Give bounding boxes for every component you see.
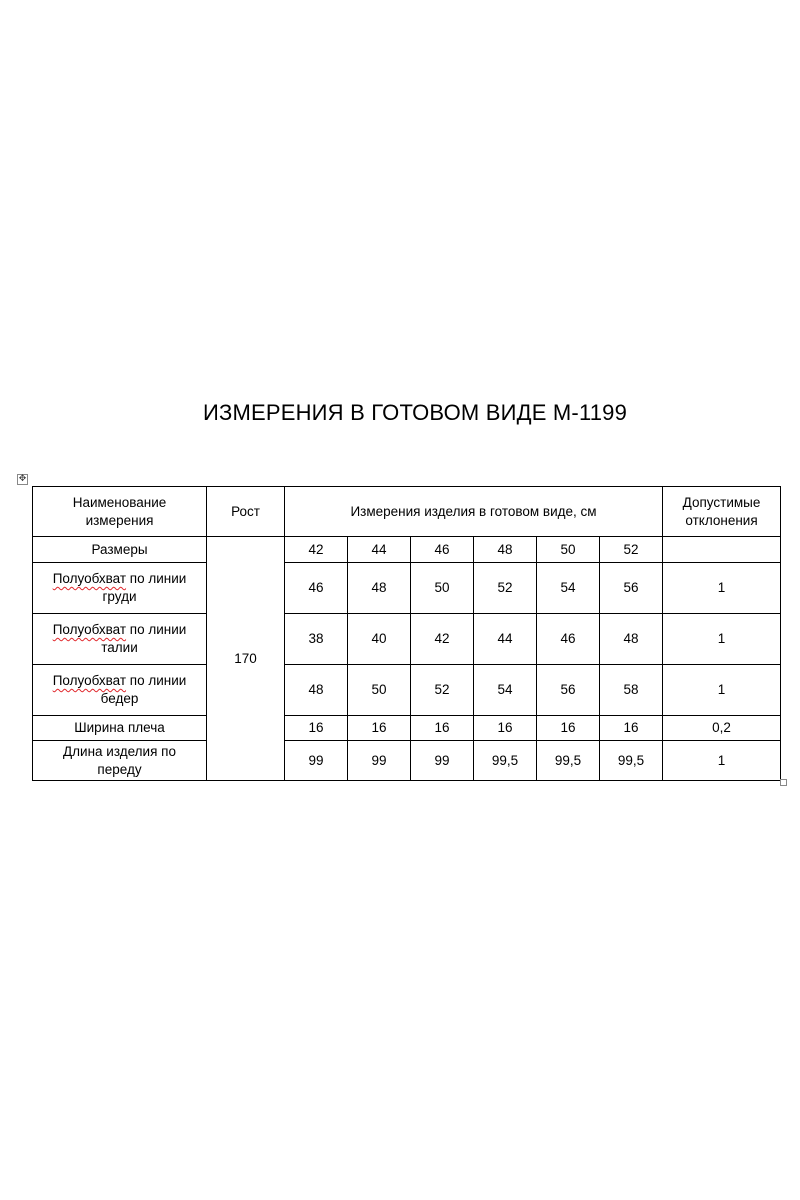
row-name: Ширина плеча [33, 716, 207, 741]
header-tolerance: Допустимые отклонения [663, 487, 781, 537]
value-cell: 42 [411, 614, 474, 665]
header-name: Наименование измерения [33, 487, 207, 537]
value-cell: 48 [285, 665, 348, 716]
table-row [33, 716, 781, 741]
value-cell: 16 [285, 716, 348, 741]
value-cell: 38 [285, 614, 348, 665]
value-cell: 52 [411, 665, 474, 716]
value-cell: 56 [537, 665, 600, 716]
tolerance-cell: 1 [663, 665, 781, 716]
row-name: Полуобхват по линии бедер [33, 665, 207, 716]
table-row [33, 614, 781, 665]
tolerance-cell: 1 [663, 614, 781, 665]
value-cell: 56 [600, 563, 663, 614]
header-height: Рост [207, 487, 285, 537]
size-tolerance-empty [663, 537, 781, 563]
value-cell: 58 [600, 665, 663, 716]
value-cell: 16 [537, 716, 600, 741]
value-cell: 99 [285, 741, 348, 781]
value-cell: 16 [411, 716, 474, 741]
table-row [33, 563, 781, 614]
table-move-icon[interactable]: ✥ [18, 474, 27, 484]
value-cell: 16 [600, 716, 663, 741]
row-name: Полуобхват по линии груди [33, 563, 207, 614]
value-cell: 40 [348, 614, 411, 665]
value-cell: 50 [411, 563, 474, 614]
row-name: Длина изделия по переду [33, 741, 207, 781]
sizes-row [33, 537, 781, 563]
document-title: ИЗМЕРЕНИЯ В ГОТОВОМ ВИДЕ М-1199 [202, 400, 628, 425]
size-cell: 52 [600, 537, 663, 563]
size-cell: 44 [348, 537, 411, 563]
value-cell: 48 [348, 563, 411, 614]
header-measurements: Измерения изделия в готовом виде, см [285, 487, 663, 537]
value-cell: 99 [348, 741, 411, 781]
measurements-table [32, 486, 781, 781]
value-cell: 46 [285, 563, 348, 614]
table-row [33, 741, 781, 781]
value-cell: 99,5 [474, 741, 537, 781]
height-value: 170 [207, 537, 285, 781]
size-cell: 42 [285, 537, 348, 563]
value-cell: 52 [474, 563, 537, 614]
size-cell: 50 [537, 537, 600, 563]
value-cell: 54 [474, 665, 537, 716]
table-row [33, 665, 781, 716]
value-cell: 99,5 [537, 741, 600, 781]
size-cell: 46 [411, 537, 474, 563]
value-cell: 16 [348, 716, 411, 741]
size-cell: 48 [474, 537, 537, 563]
sizes-label: Размеры [33, 537, 207, 563]
value-cell: 54 [537, 563, 600, 614]
value-cell: 50 [348, 665, 411, 716]
tolerance-cell: 0,2 [663, 716, 781, 741]
value-cell: 99 [411, 741, 474, 781]
value-cell: 16 [474, 716, 537, 741]
table-resize-icon[interactable] [780, 779, 787, 786]
tolerance-cell: 1 [663, 563, 781, 614]
tolerance-cell: 1 [663, 741, 781, 781]
value-cell: 44 [474, 614, 537, 665]
header-row [33, 487, 781, 537]
row-name: Полуобхват по линии талии [33, 614, 207, 665]
value-cell: 46 [537, 614, 600, 665]
value-cell: 99,5 [600, 741, 663, 781]
value-cell: 48 [600, 614, 663, 665]
